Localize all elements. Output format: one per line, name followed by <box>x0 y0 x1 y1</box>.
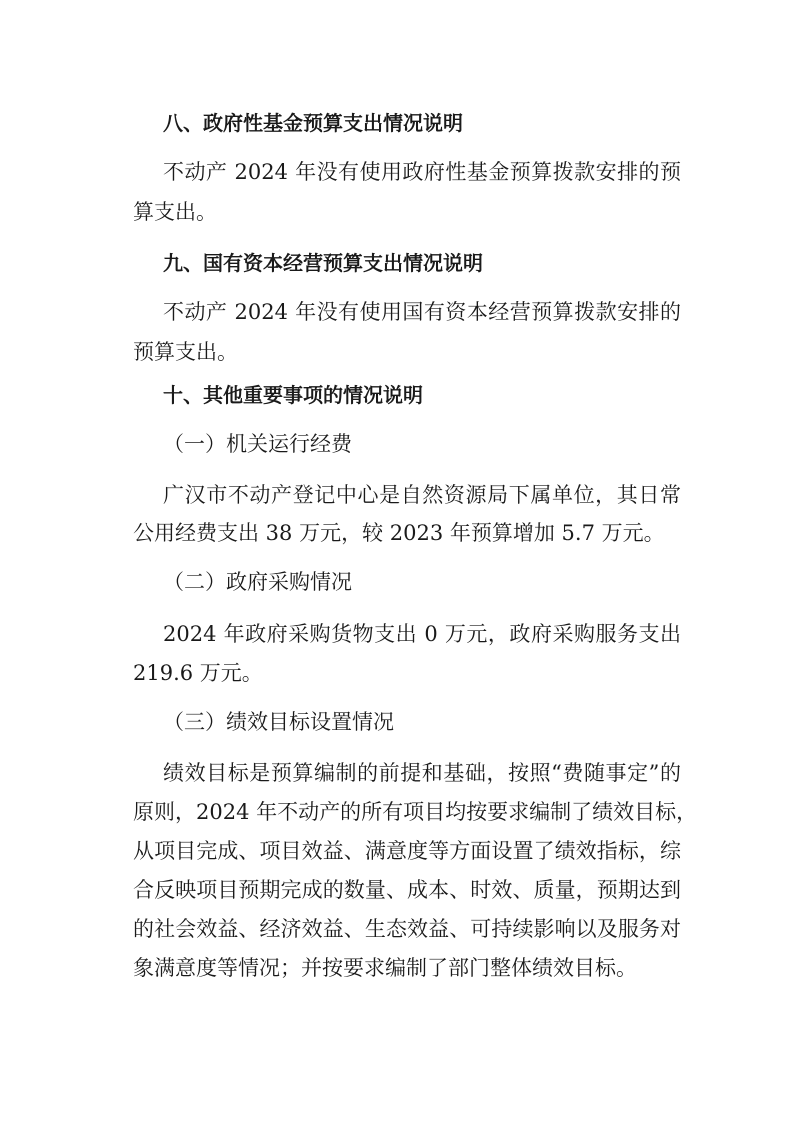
subsection-title-1: （一）机关运行经费 <box>163 432 352 456</box>
subsection-1-line-1: 广汉市不动产登记中心是自然资源局下属单位，其日常 <box>163 483 681 507</box>
section-heading-8: 八、政府性基金预算支出情况说明 <box>163 111 463 135</box>
subsection-title-2: （二）政府采购情况 <box>163 570 352 594</box>
subsection-2-line-1: 2024 年政府采购货物支出 0 万元，政府采购服务支出 <box>163 622 681 646</box>
section-heading-10: 十、其他重要事项的情况说明 <box>163 383 423 407</box>
subsection-3-line-5: 的社会效益、经济效益、生态效益、可持续影响以及服务对 <box>133 917 681 941</box>
subsection-1-line-2: 公用经费支出 38 万元，较 2023 年预算增加 5.7 万元。 <box>133 521 665 545</box>
section-9-paragraph-line-1: 不动产 2024 年没有使用国有资本经营预算拨款安排的 <box>163 300 681 324</box>
subsection-3-line-1: 绩效目标是预算编制的前提和基础，按照“费随事定”的 <box>163 761 681 785</box>
section-9-paragraph-line-2: 预算支出。 <box>133 340 238 364</box>
subsection-title-3: （三）绩效目标设置情况 <box>163 710 394 734</box>
subsection-3-line-3: 从项目完成、项目效益、满意度等方面设置了绩效指标，综 <box>133 839 681 863</box>
subsection-3-line-4: 合反映项目预期完成的数量、成本、时效、质量，预期达到 <box>133 878 681 902</box>
subsection-3-line-2: 原则，2024 年不动产的所有项目均按要求编制了绩效目标， <box>133 800 698 824</box>
section-8-paragraph-line-1: 不动产 2024 年没有使用政府性基金预算拨款安排的预 <box>163 160 681 184</box>
section-heading-9: 九、国有资本经营预算支出情况说明 <box>163 251 483 275</box>
section-8-paragraph-line-2: 算支出。 <box>133 200 217 224</box>
subsection-3-line-6: 象满意度等情况；并按要求编制了部门整体绩效目标。 <box>133 956 637 980</box>
subsection-2-line-2: 219.6 万元。 <box>133 661 263 685</box>
